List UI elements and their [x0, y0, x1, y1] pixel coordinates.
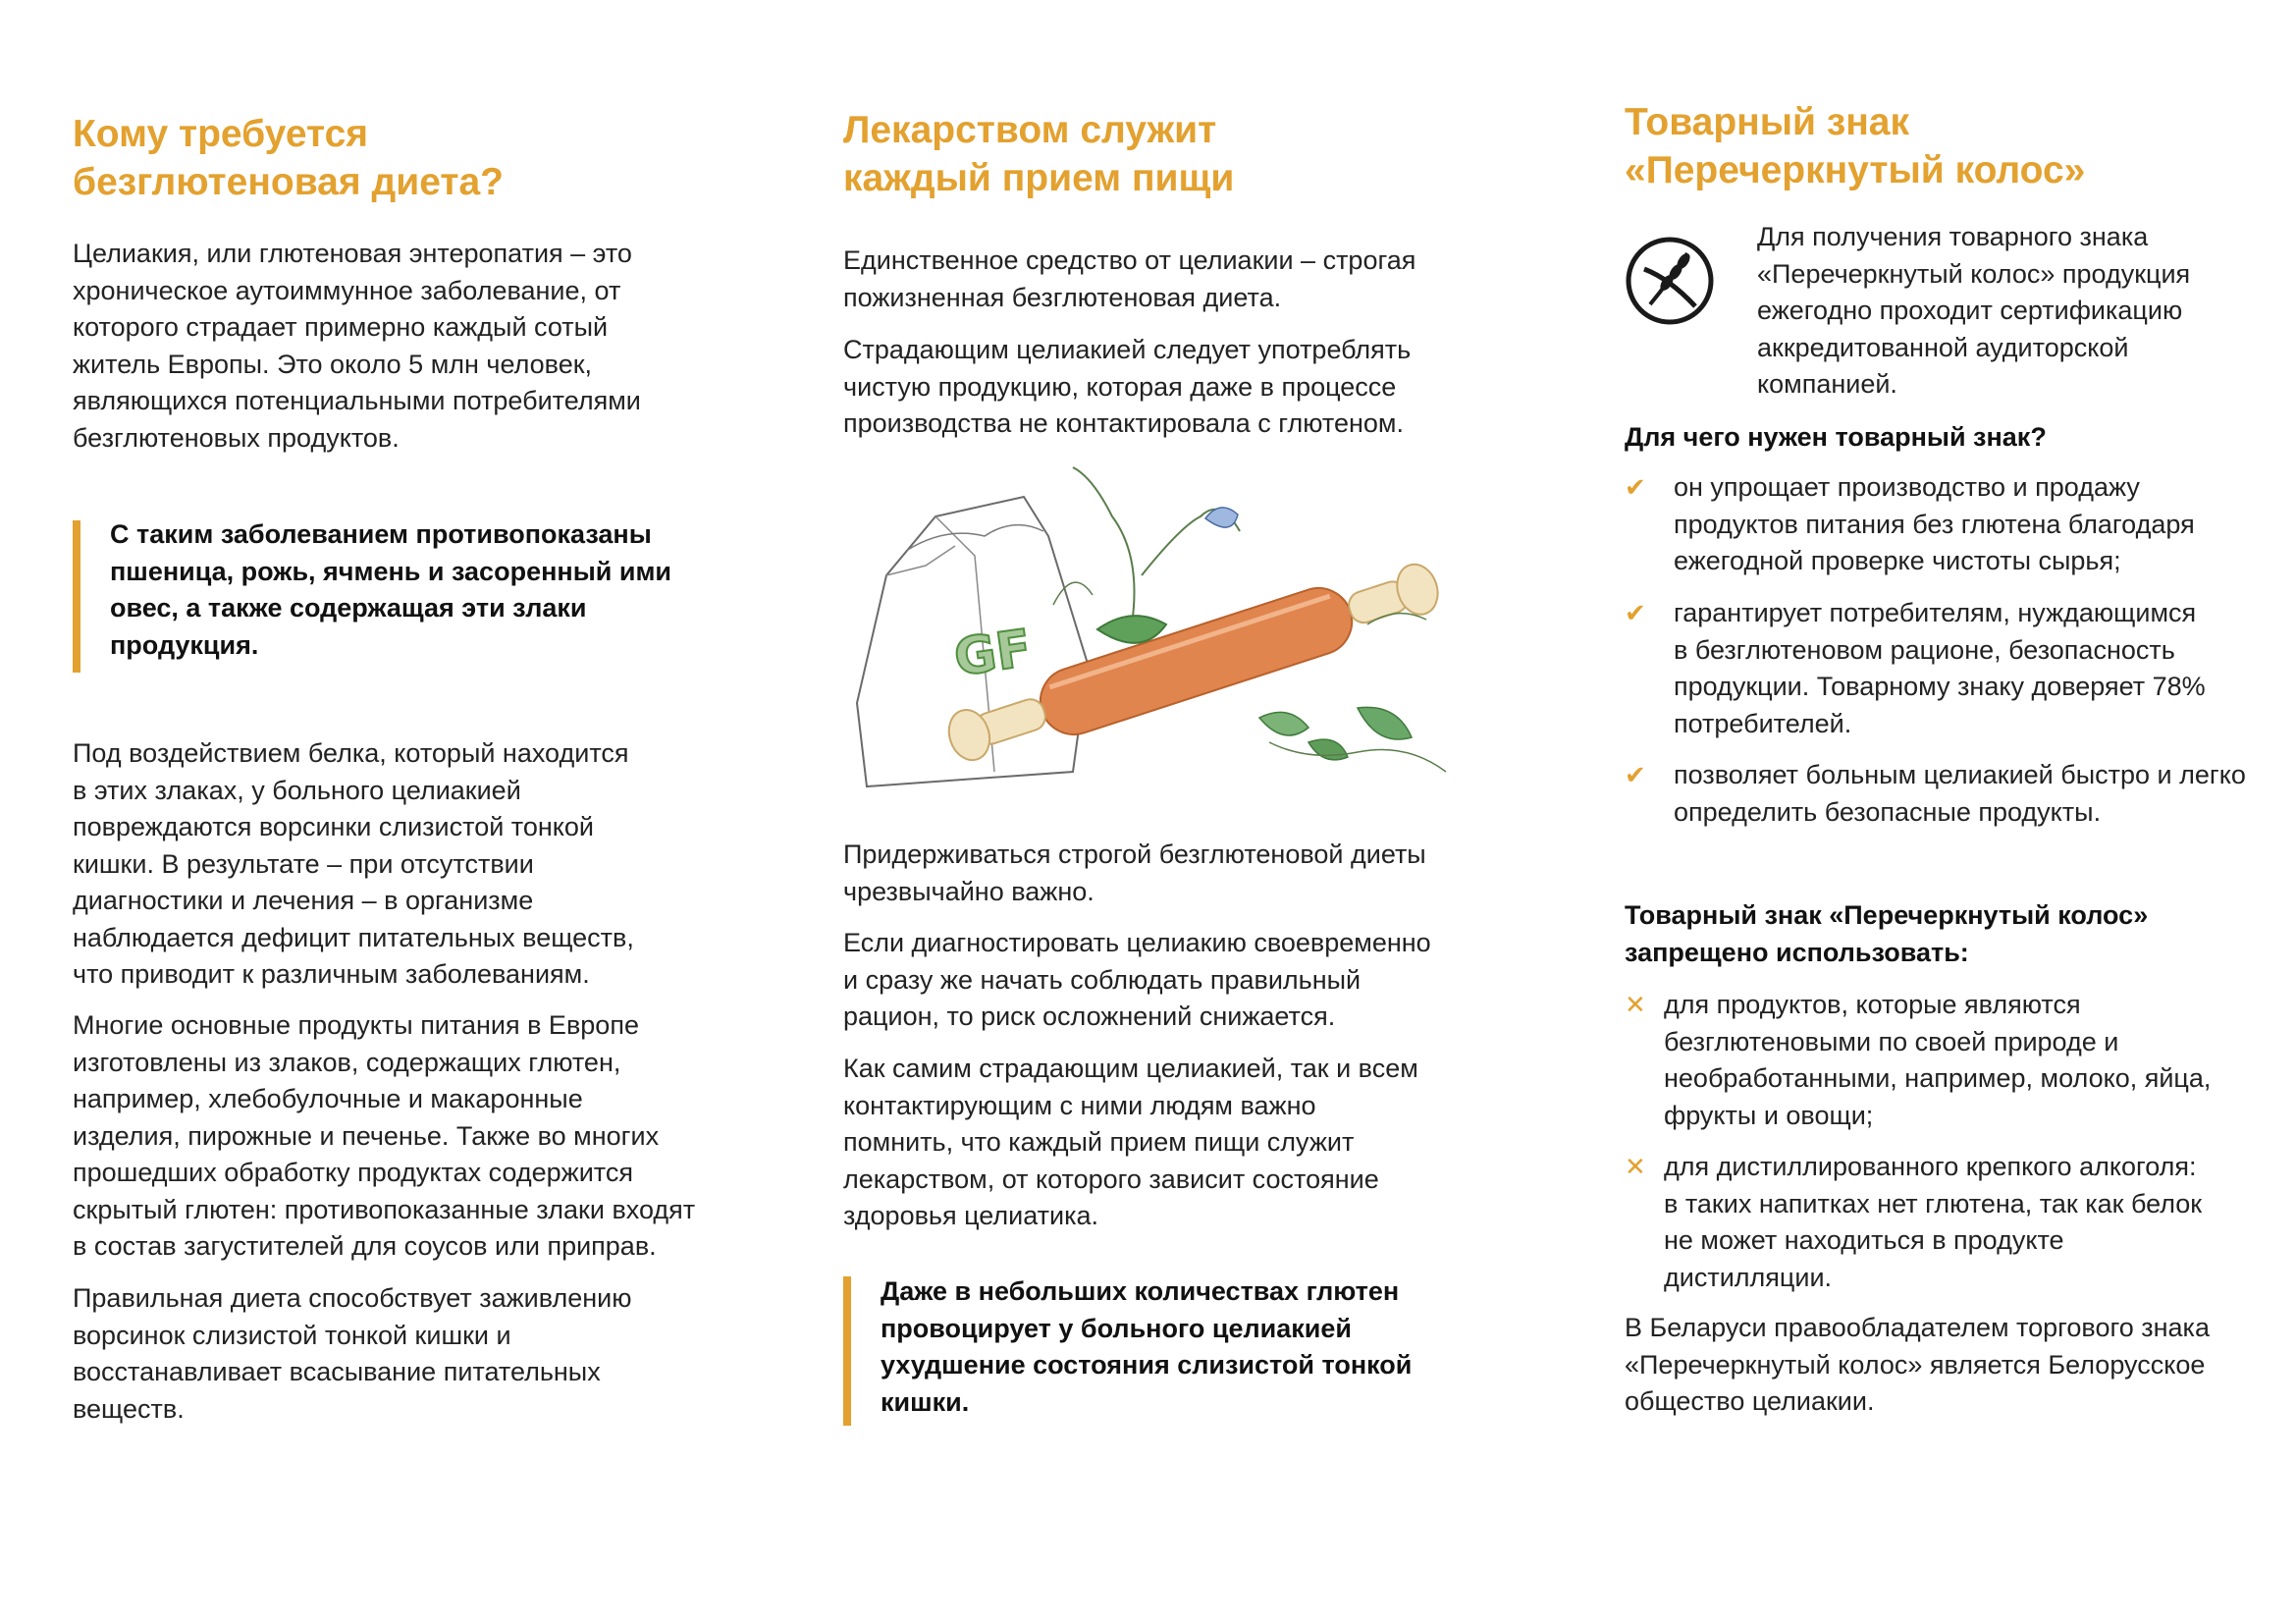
paper-bag-top	[906, 525, 1043, 551]
leaf	[1358, 707, 1412, 739]
vine-tendril	[1053, 582, 1093, 605]
col3-outro	[1625, 1310, 2210, 1421]
text-line: ежегодной проверке чистоты сырья;	[1674, 546, 2121, 575]
text-line: Товарный знак «Перечеркнутый колос»	[1625, 900, 2149, 930]
text-line: фрукты и овощи;	[1664, 1100, 1874, 1130]
text-line: запрещено использовать:	[1625, 937, 1969, 967]
ban-heading	[1625, 897, 2148, 971]
text-line: житель Европы. Это около 5 млн человек,	[73, 349, 593, 379]
text-line: веществ.	[73, 1393, 185, 1424]
crossed-grain-logo-icon	[1625, 236, 1715, 326]
gluten-free-illustration	[847, 458, 1456, 796]
text-line: являющихся потенциальными потребителями	[73, 386, 641, 415]
text-line: например, хлебобулочные и макаронные	[73, 1084, 583, 1113]
text-line: необработанными, например, молоко, яйца,	[1664, 1063, 2212, 1093]
text-line: определить безопасные продукты.	[1674, 796, 2102, 827]
leaf	[1259, 712, 1308, 735]
text-line: которого страдает примерно каждый сотый	[73, 312, 609, 342]
text-line: потребителей.	[1674, 708, 1852, 738]
text-line: здоровья целиатика.	[843, 1201, 1099, 1230]
col2-para5	[843, 1051, 1418, 1235]
text-line: безглютеновыми по своей природе и	[1664, 1026, 2119, 1056]
col1-para3	[73, 1007, 695, 1266]
col1-quote	[73, 520, 671, 673]
text-line: Правильная диета способствует заживлению	[73, 1283, 632, 1313]
text-line: контактирующим с ними людям важно	[843, 1090, 1316, 1120]
text-line: безглютеновых продуктов.	[73, 422, 400, 453]
col3-title-line: «Перечеркнутый колос»	[1625, 149, 2086, 191]
list-item-text	[1664, 1149, 2202, 1296]
text-line: продуктов питания без глютена благодаря	[1674, 509, 2195, 539]
text-line: овес, а также содержащая эти злаки	[110, 593, 587, 623]
text-line: в состав загустителей для соусов или приправ.	[73, 1231, 657, 1261]
list-item-text	[1674, 595, 2206, 742]
text-line: восстанавливает всасывание питательных	[73, 1357, 601, 1386]
list-item-text	[1664, 987, 2211, 1134]
text-line: и сразу же начать соблюдать правильный	[843, 964, 1362, 995]
text-line: повреждаются ворсинки слизистой тонкой	[73, 812, 595, 841]
why-heading: Для чего нужен товарный знак?	[1625, 422, 2047, 452]
text-line: кишки.	[881, 1386, 970, 1417]
col2-title-line: каждый прием пищи	[843, 157, 1235, 199]
text-line: прошедших обработку продуктах содержится	[73, 1158, 633, 1187]
text-line: чистую продукцию, которая даже в процессе	[843, 371, 1397, 402]
text-line: продукция.	[110, 629, 259, 660]
text-line: скрытый глютен: противопоказанные злаки входят	[73, 1194, 696, 1224]
col1-title-line: безглютеновая диета?	[73, 161, 504, 203]
text-line: Даже в небольших количествах глютен	[881, 1276, 1400, 1306]
text-line: диагностики и лечения – в организме	[73, 886, 534, 915]
col2-quote	[843, 1276, 1412, 1426]
list-item-text	[1674, 469, 2195, 580]
text-line: он упрощает производство и продажу	[1674, 472, 2140, 502]
text-line: продукции. Товарному знаку доверяет 78%	[1674, 672, 2206, 701]
text-line: дистилляции.	[1664, 1262, 1833, 1292]
text-line: ежегодно проходит сертификацию	[1757, 296, 2183, 325]
text-line: что приводит к различным заболеваниям.	[73, 959, 590, 989]
text-line: «Перечеркнутый колос» является Белорусское	[1625, 1349, 2206, 1380]
cross-icon: ✕	[1625, 990, 1646, 1019]
text-line: Если диагностировать целиакию своевременно	[843, 928, 1431, 957]
text-line: пожизненная безглютеновая диета.	[843, 282, 1282, 312]
col1-title-line: Кому требуется	[73, 113, 369, 155]
col1-title	[73, 110, 504, 206]
check-icon: ✔	[1625, 472, 1646, 502]
text-line: пшеница, рожь, ячмень и засоренный ими	[110, 556, 672, 586]
col2-title-line: Лекарством служит	[843, 109, 1217, 151]
cross-icon: ✕	[1625, 1152, 1646, 1181]
col1-quote-text	[110, 516, 671, 664]
text-line: общество целиакии.	[1625, 1386, 1875, 1416]
check-icon: ✔	[1625, 598, 1646, 627]
list-item-text	[1674, 757, 2246, 831]
text-line: Целиакия, или глютеновая энтеропатия – это	[73, 239, 632, 268]
text-line: Придерживаться строгой безглютеновой диеты	[843, 839, 1426, 869]
text-line: не может находиться в продукте	[1664, 1225, 2064, 1255]
text-line: производства не контактировала с глютеном.	[843, 408, 1404, 438]
col1-para1	[73, 236, 641, 457]
col2-para4	[843, 925, 1431, 1036]
text-line: Единственное средство от целиакии – строгая	[843, 245, 1416, 275]
col2-para1	[843, 243, 1415, 316]
text-line: в этих злаках, у больного целиакией	[73, 775, 521, 805]
text-line: наблюдается дефицит питательных веществ,	[73, 922, 634, 952]
text-line: позволяет больным целиакией быстро и легко	[1674, 760, 2246, 789]
text-line: в таких напитках нет глютена, так как белок	[1664, 1188, 2203, 1218]
col1-para2	[73, 735, 634, 994]
text-line: Для получения товарного знака	[1757, 222, 2149, 251]
text-line: «Перечеркнутый колос» продукция	[1757, 258, 2191, 289]
text-line: для дистиллированного крепкого алкоголя:	[1664, 1152, 2197, 1181]
text-line: гарантирует потребителям, нуждающимся	[1674, 598, 2197, 627]
text-line: помнить, что каждый прием пищи служит	[843, 1127, 1355, 1157]
text-line: Под воздействием белка, который находится	[73, 738, 629, 768]
text-line: ухудшение состояния слизистой тонкой	[881, 1350, 1413, 1380]
text-line: ворсинок слизистой тонкой кишки и	[73, 1320, 511, 1350]
text-line: Страдающим целиакией следует употреблять	[843, 335, 1412, 364]
text-line: аккредитованной аудиторской	[1757, 332, 2129, 362]
leaf	[1308, 739, 1348, 760]
col3-intro	[1757, 219, 2190, 404]
text-line: лекарством, от которого зависит состояние	[843, 1164, 1379, 1194]
text-line: чрезвычайно важно.	[843, 876, 1095, 906]
text-line: рацион, то риск осложнений снижается.	[843, 1001, 1336, 1031]
text-line: изделия, пирожные и печенье. Также во многих	[73, 1120, 660, 1151]
text-line: хроническое аутоиммунное заболевание, от	[73, 275, 621, 305]
col2-title	[843, 106, 1234, 202]
check-icon: ✔	[1625, 760, 1646, 789]
text-line: В Беларуси правообладателем торгового знака	[1625, 1313, 2210, 1342]
col2-para3	[843, 837, 1426, 910]
gf-label: GF	[950, 619, 1036, 688]
text-line: С таким заболеванием противопоказаны	[110, 519, 652, 549]
paper-bag-fold	[886, 546, 955, 575]
col3-title	[1625, 98, 2085, 194]
col3-title-line: Товарный знак	[1625, 101, 1909, 143]
col2-quote-text	[881, 1273, 1412, 1421]
text-line: для продуктов, которые являются	[1664, 990, 2081, 1019]
col2-para2	[843, 332, 1411, 443]
text-line: изготовлены из злаков, содержащих глютен,	[73, 1047, 621, 1077]
text-line: компанией.	[1757, 369, 1897, 399]
col1-para4	[73, 1280, 631, 1428]
vine-stem	[1269, 742, 1446, 772]
vine-stem	[1073, 467, 1135, 624]
text-line: кишки. В результате – при отсутствии	[73, 848, 534, 879]
text-line: Многие основные продукты питания в Европе	[73, 1010, 639, 1040]
text-line: в безглютеновом рационе, безопасность	[1674, 634, 2175, 665]
text-line: провоцирует у больного целиакией	[881, 1313, 1352, 1343]
text-line: Как самим страдающим целиакией, так и всем	[843, 1054, 1418, 1083]
